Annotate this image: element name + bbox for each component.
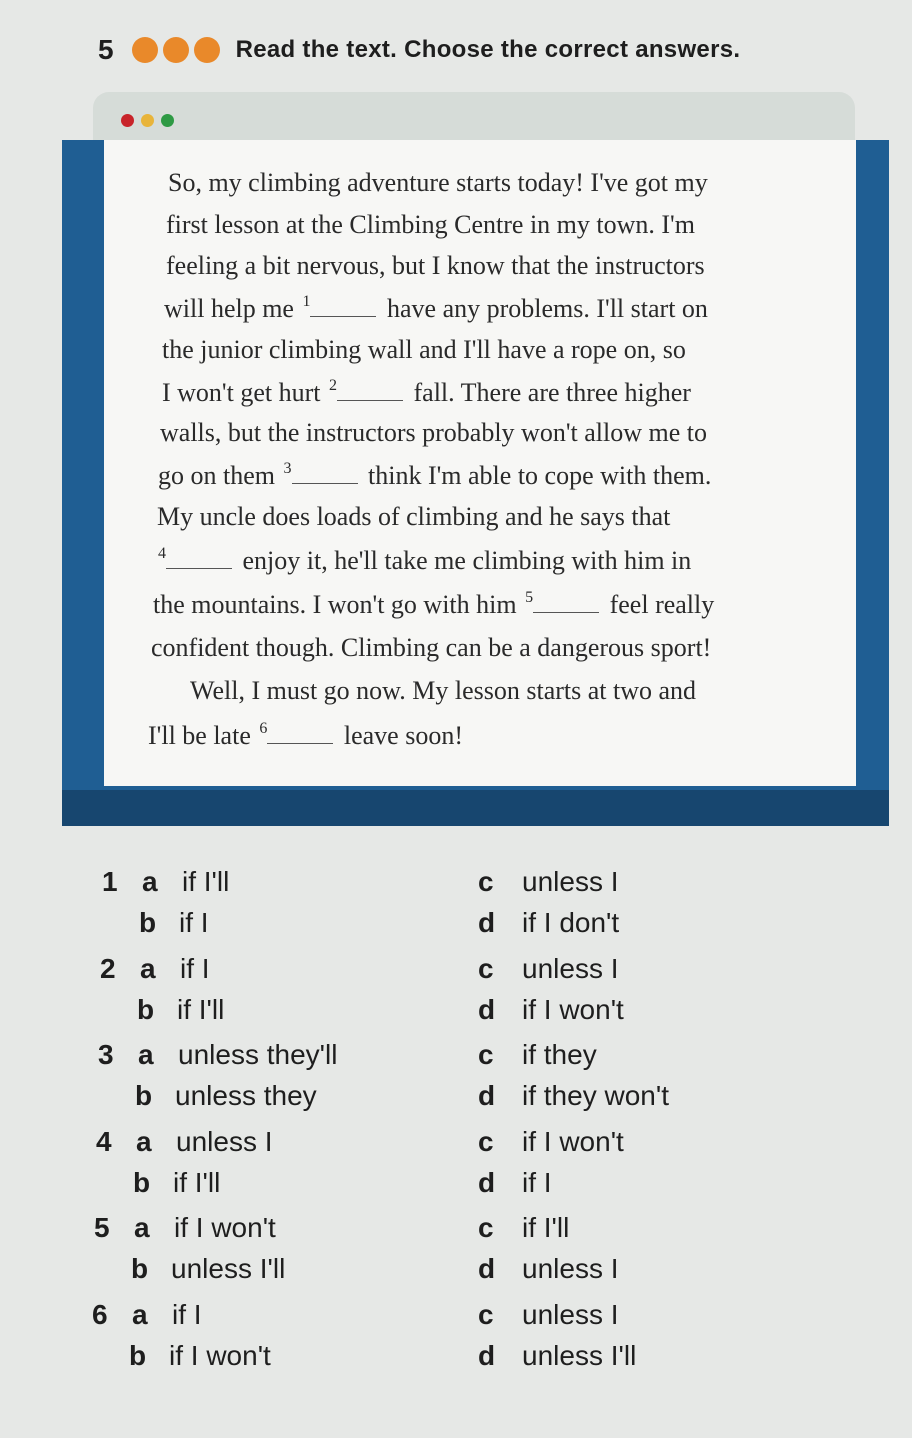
option-letter[interactable]: d bbox=[478, 1166, 496, 1198]
option-letter[interactable]: b bbox=[139, 907, 157, 938]
text-segment: the junior climbing wall and I'll have a rope on, so bbox=[162, 334, 686, 364]
option-letter[interactable]: a bbox=[134, 1212, 150, 1243]
option-letter[interactable]: a bbox=[142, 866, 158, 897]
instruction-text: Read the text. Choose the correct answers. bbox=[235, 36, 741, 63]
option-text[interactable]: if I'll bbox=[182, 866, 230, 897]
question-number: 6 bbox=[92, 1298, 108, 1330]
option-letter[interactable]: a bbox=[140, 952, 156, 984]
difficulty-dot-icon bbox=[194, 37, 220, 63]
text-line bbox=[168, 168, 708, 198]
text-segment: leave soon! bbox=[337, 721, 463, 751]
option-letter[interactable]: a bbox=[132, 1298, 148, 1330]
text-line bbox=[151, 633, 711, 663]
option-text[interactable]: unless I bbox=[522, 866, 619, 897]
option-letter[interactable]: c bbox=[478, 1298, 494, 1330]
text-segment: first lesson at the Climbing Centre in my town. I'm bbox=[166, 209, 695, 239]
answer-blank[interactable] bbox=[166, 567, 232, 569]
option-letter[interactable]: a bbox=[136, 1125, 152, 1157]
option-letter[interactable]: b bbox=[137, 993, 155, 1025]
option-letter[interactable]: d bbox=[478, 1253, 496, 1284]
text-line bbox=[153, 589, 714, 620]
answer-blank[interactable] bbox=[337, 399, 403, 401]
option-letter[interactable]: b bbox=[135, 1080, 153, 1111]
question-number: 5 bbox=[94, 1212, 110, 1243]
difficulty-dot-icon bbox=[163, 37, 189, 63]
option-text[interactable]: unless they bbox=[175, 1080, 317, 1111]
question-number: 2 bbox=[100, 952, 116, 984]
exercise-heading bbox=[98, 30, 740, 70]
option-letter[interactable]: c bbox=[478, 1039, 494, 1070]
answer-blank[interactable] bbox=[533, 611, 599, 613]
answer-blank[interactable] bbox=[310, 315, 376, 317]
green-dot-icon bbox=[161, 114, 174, 127]
option-text[interactable]: unless I bbox=[522, 952, 619, 984]
text-line bbox=[166, 210, 695, 240]
option-letter[interactable]: d bbox=[478, 1080, 496, 1111]
red-dot-icon bbox=[121, 114, 134, 127]
text-line bbox=[166, 251, 705, 281]
option-text[interactable]: unless I'll bbox=[522, 1339, 637, 1371]
exercise-number: 5 bbox=[98, 34, 114, 65]
option-text[interactable]: unless they'll bbox=[178, 1039, 338, 1070]
text-segment: fall. There are three higher bbox=[407, 377, 691, 407]
text-segment: I won't get hurt bbox=[162, 377, 327, 407]
gap-number: 5 bbox=[525, 589, 534, 606]
text-segment: have any problems. I'll start on bbox=[380, 294, 708, 324]
gap-number: 6 bbox=[259, 720, 268, 738]
gap-number: 3 bbox=[283, 459, 292, 477]
option-letter[interactable]: b bbox=[131, 1253, 149, 1284]
option-letter[interactable]: d bbox=[478, 1339, 496, 1371]
text-segment: will help me bbox=[164, 294, 301, 324]
option-letter[interactable]: d bbox=[478, 907, 496, 938]
text-segment: enjoy it, he'll take me climbing with him in bbox=[236, 546, 692, 576]
option-text[interactable]: if I won't bbox=[522, 993, 624, 1025]
option-text[interactable]: if they won't bbox=[522, 1080, 669, 1111]
option-text[interactable]: if I don't bbox=[522, 907, 620, 938]
option-letter[interactable]: c bbox=[478, 1125, 494, 1157]
text-segment: walls, but the instructors probably won't allow me to bbox=[160, 418, 707, 448]
text-segment: feeling a bit nervous, but I know that the instructors bbox=[166, 251, 705, 281]
option-text[interactable]: if I bbox=[179, 907, 209, 938]
option-letter[interactable]: c bbox=[478, 952, 494, 984]
option-text[interactable]: unless I bbox=[522, 1253, 619, 1284]
text-line bbox=[160, 418, 707, 448]
question-number: 1 bbox=[102, 866, 118, 897]
text-line bbox=[162, 377, 691, 408]
text-segment: go on them bbox=[158, 460, 282, 490]
text-line bbox=[162, 335, 686, 365]
text-segment: So, my climbing adventure starts today! I've got my bbox=[168, 168, 708, 197]
text-line bbox=[156, 545, 691, 576]
option-letter[interactable]: a bbox=[138, 1039, 154, 1070]
option-letter[interactable]: b bbox=[133, 1166, 151, 1198]
text-segment: Well, I must go now. My lesson starts at two and bbox=[190, 676, 697, 706]
answer-blank[interactable] bbox=[292, 482, 358, 484]
text-segment: I'll be late bbox=[148, 721, 258, 751]
option-text[interactable]: if I won't bbox=[169, 1339, 271, 1371]
text-line bbox=[148, 720, 463, 751]
text-segment: confident though. Climbing can be a dangerous sport! bbox=[151, 632, 712, 662]
question-number: 4 bbox=[96, 1125, 112, 1157]
option-text[interactable]: if I'll bbox=[177, 993, 225, 1025]
question-number: 3 bbox=[98, 1039, 114, 1070]
option-text[interactable]: unless I bbox=[176, 1125, 273, 1157]
option-letter[interactable]: c bbox=[478, 866, 494, 897]
option-letter[interactable]: b bbox=[129, 1339, 147, 1371]
yellow-dot-icon bbox=[141, 114, 154, 127]
gap-number: 4 bbox=[158, 545, 166, 563]
option-text[interactable]: unless I bbox=[522, 1298, 619, 1330]
difficulty-dot-icon bbox=[132, 37, 158, 63]
option-text[interactable]: if I bbox=[180, 952, 210, 984]
option-text[interactable]: if I'll bbox=[173, 1166, 221, 1198]
option-text[interactable]: unless I'll bbox=[171, 1253, 286, 1284]
text-segment: feel really bbox=[603, 590, 715, 619]
text-line bbox=[190, 676, 696, 706]
option-letter[interactable]: d bbox=[478, 993, 496, 1025]
option-text[interactable]: if they bbox=[522, 1039, 597, 1070]
option-text[interactable]: if I bbox=[522, 1166, 552, 1198]
text-line bbox=[158, 460, 711, 491]
option-text[interactable]: if I bbox=[172, 1298, 202, 1330]
text-segment: My uncle does loads of climbing and he says that bbox=[157, 501, 671, 531]
text-line bbox=[164, 293, 708, 324]
option-text[interactable]: if I'll bbox=[522, 1212, 570, 1243]
text-segment: the mountains. I won't go with him bbox=[153, 590, 524, 619]
gap-number: 2 bbox=[329, 376, 337, 394]
gap-number: 1 bbox=[302, 293, 311, 311]
text-line bbox=[157, 502, 670, 532]
option-text[interactable]: if I won't bbox=[174, 1212, 276, 1243]
answer-blank[interactable] bbox=[267, 742, 333, 744]
option-text[interactable]: if I won't bbox=[522, 1125, 624, 1157]
option-letter[interactable]: c bbox=[478, 1212, 494, 1243]
window-dots bbox=[121, 114, 181, 127]
text-segment: think I'm able to cope with them. bbox=[361, 460, 712, 490]
